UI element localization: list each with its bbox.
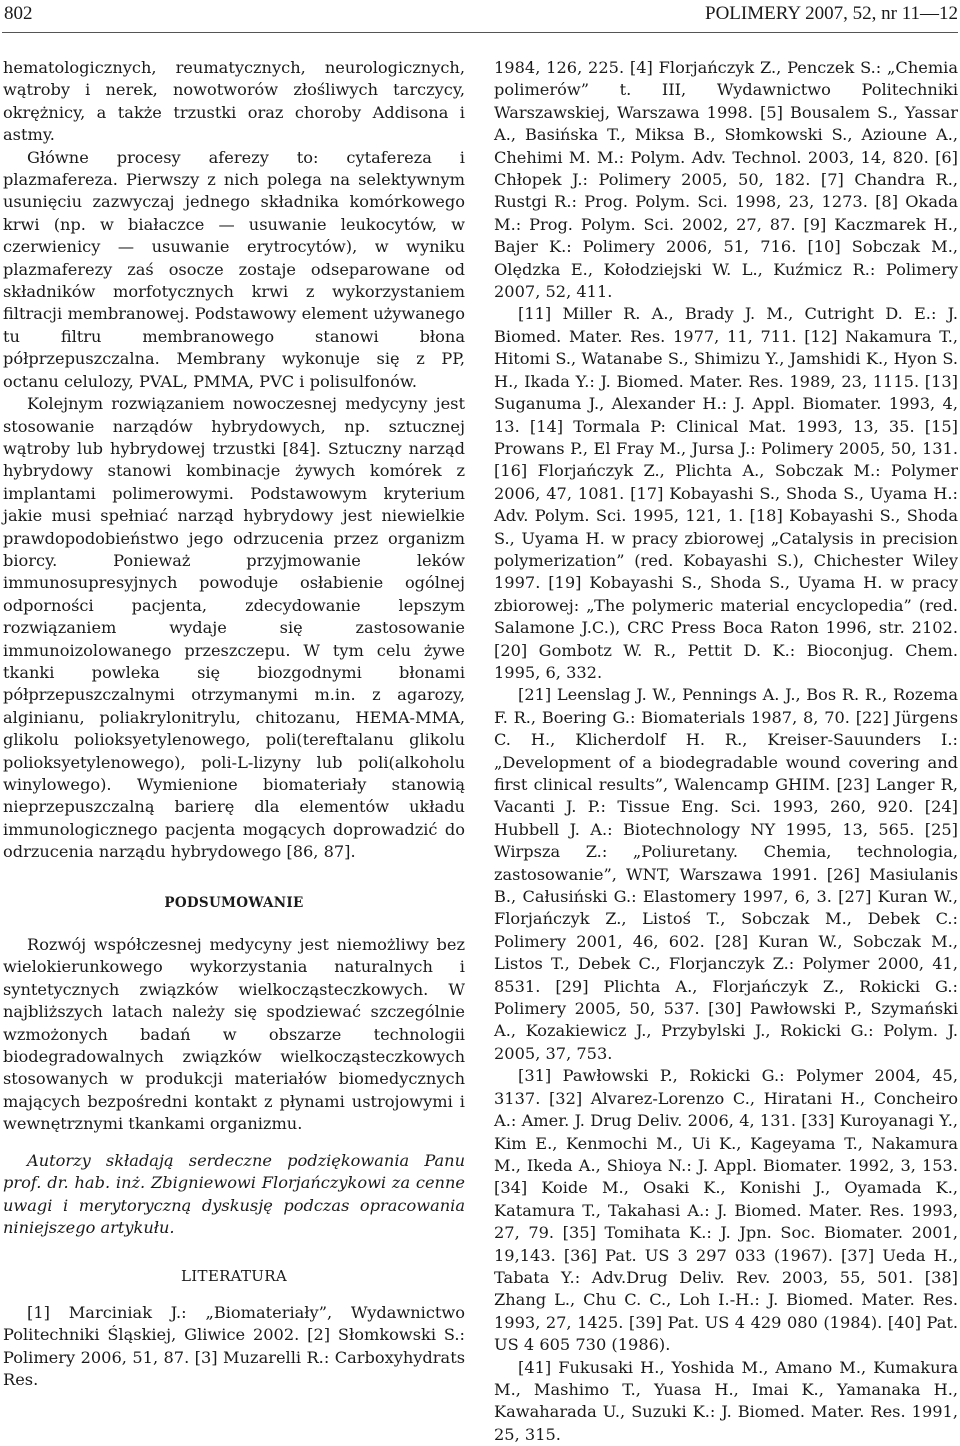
reference-block-1: [1] Marciniak J.: „Biomateriały”, Wydawnictwo Politechniki Śląskiej, Gliwice 2002. [2] Słomkowski S.: Polimery 2006, 51, 87. [3] Muzarelli R.: Carboxyhydrats Res. bbox=[3, 1302, 465, 1389]
reference-block-41: [41] Fukusaki H., Yoshida M., Amano M., Kumakura M., Mashimo T., Yuasa H., Imai K., Yamanaka H., Kawaharada U., Suzuki K.: J. Biomed. Mater. Res. 1991, 25, 315. bbox=[494, 1357, 958, 1444]
paragraph-diseases: hematologicznych, reumatycznych, neurologicznych, wątroby i nerek, nowotworów złośliwych tarczycy, okrężnicy, a także trzustki oraz choroby Addisona i astmy. bbox=[3, 58, 465, 145]
reference-block-1-continued: 1984, 126, 225. [4] Florjańczyk Z., Penczek S.: „Chemia polimerów” t. III, Wydawnictwo Politechniki Warszawskiej, Warszawa 1998. [5] Bousalem S., Yassar A., Basińska T., Miksa B., Słomkowski S., Azioune A., Chehimi M. M.: Polym. Adv. Technol. 2003, 14, 820. [6] Chłopek J.: Polimery 2005, 50, 182. [7] Chandra R., Rustgi R.: Prog. Polym. Sci. 1998, 23, 1273. [8] Okada M.: Prog. Polym. Sci. 2002, 27, 87. [9] Kaczmarek H., Bajer K.: Polimery 2006, 51, 716. [10] Sobczak M., Olędzka E., Kołodziejski W. L., Kuźmicz R.: Polimery 2007, 52, 411. bbox=[494, 58, 958, 302]
acknowledgment: Autorzy składają serdeczne podziękowania Panu prof. dr. hab. inż. Zbigniewowi Florjańczykowi za cenne uwagi i merytoryczną dyskusję podczas opracowania niniejszego artykułu. bbox=[3, 1150, 465, 1237]
paragraph-apheresis: Główne procesy aferezy to: cytafereza i plazmafereza. Pierwszy z nich polega na selektywnym usunięciu zazwyczaj jednego składnika komórkowego krwi (np. w białaczce — usuwanie leukocytów, w czerwienicy — usuwanie erytrocytów), w wyniku plazmaferezy zaś osocze zostaje odseparowane od składników morfotycznych krwi z wykorzystaniem filtracji membranowej. Podstawowy element używanego tu filtru membranowego stanowi błona półprzepuszczalna. Membrany wykonuje się z PP, octanu celulozy, PVAL, PMMA, PVC i polisulfonów. bbox=[3, 147, 465, 391]
reference-block-11: [11] Miller R. A., Brady J. M., Cutright D. E.: J. Biomed. Mater. Res. 1977, 11, 711. [12] Nakamura T., Hitomi S., Watanabe S., Shimizu Y., Jamshidi K., Hyon S. H., Ikada Y.: J. Biomed. Mater. Res. 1989, 23, 1115. [13] Suganuma J., Alexander H.: J. Appl. Biomater. 1993, 4, 13. [14] Tormala P: Clinical Mat. 1993, 13, 35. [15] Prowans P., El Fray M., Jursa J.: Polimery 2005, 50, 131. [16] Florjańczyk Z., Plichta A., Sobczak M.: Polymer 2006, 47, 1081. [17] Kobayashi S., Shoda S., Uyama H.: Adv. Polym. Sci. 1995, 121, 1. [18] Kobayashi S., Shoda S., Uyama H. w pracy zbiorowej „Catalysis in precision polymerization” (red. Kobayashi S.), Chichester Wiley 1997. [19] Kobayashi S., Shoda S., Uyama H. w pracy zbiorowej: „The polymeric material encyclopedia” (red. Salamone J.C.), CRC Press Boca Raton 1996, str. 2102. [20] Gombotz W. R., Pettit D. K.: Bioconjug. Chem. 1995, 6, 332. bbox=[494, 304, 958, 682]
paragraph-summary: Rozwój współczesnej medycyny jest niemożliwy bez wielokierunkowego wykorzystania naturalnych i syntetycznych związków wielkocząsteczkowych. W najbliższych latach należy się spodziewać szczególnie wzmożonych badań w obszarze technologii biodegradowalnych związków wielkocząsteczkowych stosowanych w produkcji materiałów biomedycznych mających bezpośredni kontakt z płynami ustrojowymi i wewnętrznymi tkankami organizmu. bbox=[3, 935, 465, 1134]
right-column bbox=[494, 57, 958, 1446]
page-header bbox=[0, 0, 960, 30]
paragraph-hybrid-organs: Kolejnym rozwiązaniem nowoczesnej medycyny jest stosowanie narządów hybrydowych, np. sztucznej wątroby lub hybrydowej trzustki [84]. Sztuczny narząd hybrydowy stanowi kombinacje żywych komórek z implantami polimerowymi. Podstawowym kryterium jakie musi spełniać narząd hybrydowy jest niewielkie prawdopodobieństwo jego odrzucenia przez organizm biorcy. Ponieważ przyjmowanie leków immunosupresyjnych powoduje osłabienie ogólnej odporności pacjenta, zdecydowanie lepszym rozwiązaniem wydaje się zastosowanie immunoizolowanego przeszczepu. W tym celu żywe tkanki powleka się biozgodnymi błonami półprzepuszczalnymi otrzymanymi m.in. z agarozy, alginianu, poliakrylonitrylu, chitozanu, HEMA-MMA, glikolu polioksyetylenowego, poli(tereftalanu glikolu polioksyetylenowego), poli-L-lizyny lub poli(alkoholu winylowego). Wymienione biomateriały stanowią nieprzepuszczalną barierę dla elementów układu immunologicznego pacjenta mogących doprowadzić do odrzucenia narządu hybrydowego [86, 87]. bbox=[3, 394, 465, 862]
literature-heading: LITERATURA bbox=[181, 1267, 287, 1286]
header-divider bbox=[2, 32, 958, 33]
page-number: 802 bbox=[4, 3, 33, 24]
summary-heading: PODSUMOWANIE bbox=[164, 894, 304, 911]
reference-block-31: [31] Pawłowski P., Rokicki G.: Polymer 2004, 45, 3137. [32] Alvarez-Lorenzo C., Hiratani H., Concheiro A.: Amer. J. Drug Deliv. 2006, 4, 131. [33] Kuroyanagi Y., Kim E., Kenmochi M., Ui K., Kageyama T., Nakamura M., Ikeda A., Shioya N.: J. Appl. Biomater. 1992, 3, 153. [34] Koide M., Osaki K., Konishi J., Oyamada K., Katamura T., Takahasi A.: J. Biomed. Mater. Res. 1993, 27, 79. [35] Tomihata K.: J. Jpn. Soc. Biomater. 2001, 19,143. [36] Pat. US 3 297 033 (1967). [37] Ueda H., Tabata Y.: Adv.Drug Deliv. Rev. 2003, 55, 501. [38] Zhang L., Chu C. C., Loh I.-H.: J. Biomed. Mater. Res. 1993, 27, 1425. [39] Pat. US 4 429 080 (1984). [40] Pat. US 4 605 730 (1986). bbox=[494, 1066, 958, 1355]
reference-block-21: [21] Leenslag J. W., Pennings A. J., Bos R. R., Rozema F. R., Boering G.: Biomaterials 1987, 8, 70. [22] Jürgens C. H., Klicherdolf H. R., Kreiser-Sauunders I.: „Development of a biodegradable wound covering and first clinical results”, Walencamp GHIM. [23] Langer R, Vacanti J. P.: Tissue Eng. Sci. 1993, 260, 920. [24] Hubbell J. A.: Biotechnology NY 1995, 13, 565. [25] Wirpsza Z.: „Poliuretany. Chemia, technologia, zastosowanie”, WNT, Warszawa 1991. [26] Masiulanis B., Całusiński G.: Elastomery 1997, 6, 3. [27] Kuran W., Florjańczyk Z., Listoś T., Sobczak M., Debek C.: Polimery 2001, 46, 602. [28] Kuran W., Sobczak M., Listos T., Debek C., Florjanczyk Z.: Polymer 2000, 41, 8531. [29] Plichta A., Florjańczyk Z., Rokicki G.: Polimery 2005, 50, 537. [30] Pawłowski P., Szymański A., Kozakiewicz J., Przybylski J., Rokicki G.: Polym. J. 2005, 37, 753. bbox=[494, 685, 958, 1063]
journal-reference: POLIMERY 2007, 52, nr 11—12 bbox=[705, 3, 958, 24]
left-column bbox=[3, 57, 465, 1391]
